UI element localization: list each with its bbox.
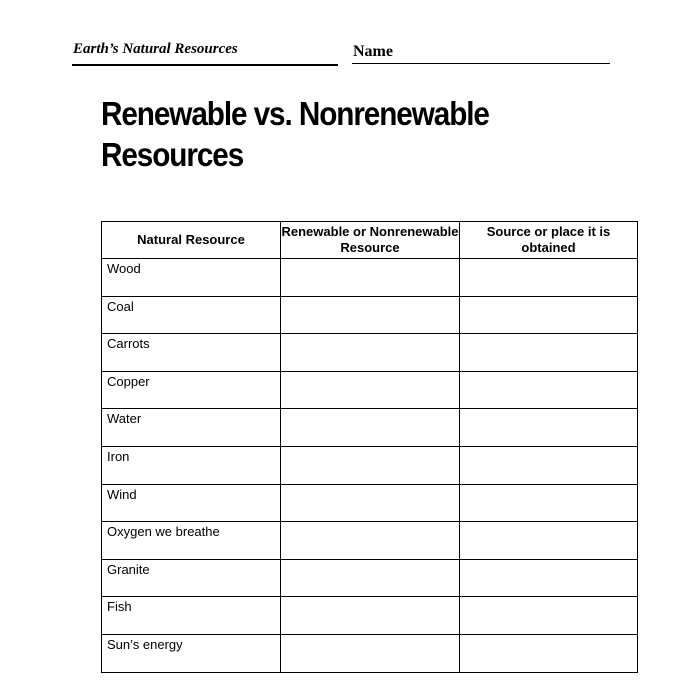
- table-row: [102, 522, 638, 560]
- renewable-answer-cell[interactable]: [281, 597, 460, 635]
- table-row: [102, 409, 638, 447]
- source-answer-cell[interactable]: [460, 446, 638, 484]
- resource-name-cell: Granite: [102, 559, 281, 597]
- source-answer-cell[interactable]: [460, 634, 638, 672]
- unit-title-line: [72, 40, 338, 66]
- table-row: [102, 484, 638, 522]
- table-row: [102, 446, 638, 484]
- table-row: [102, 371, 638, 409]
- worksheet-title: [101, 93, 569, 175]
- renewable-answer-cell[interactable]: [281, 334, 460, 372]
- table-row: [102, 296, 638, 334]
- name-field[interactable]: [352, 42, 610, 64]
- renewable-answer-cell[interactable]: [281, 522, 460, 560]
- table-row: [102, 334, 638, 372]
- resource-name-cell: Sun’s energy: [102, 634, 281, 672]
- resource-name-cell: Coal: [102, 296, 281, 334]
- column-header-renewable: Renewable or Nonrenewable Resource: [281, 222, 460, 259]
- source-answer-cell[interactable]: [460, 484, 638, 522]
- renewable-answer-cell[interactable]: [281, 371, 460, 409]
- resource-name-cell: Wood: [102, 259, 281, 297]
- resource-name-cell: Iron: [102, 446, 281, 484]
- table-header-row: [102, 222, 638, 259]
- source-answer-cell[interactable]: [460, 597, 638, 635]
- source-answer-cell[interactable]: [460, 409, 638, 447]
- title-line-2: Resources: [101, 136, 244, 173]
- renewable-answer-cell[interactable]: [281, 259, 460, 297]
- renewable-answer-cell[interactable]: [281, 446, 460, 484]
- resource-name-cell: Oxygen we breathe: [102, 522, 281, 560]
- renewable-answer-cell[interactable]: [281, 634, 460, 672]
- unit-title: Earth’s Natural Resources: [73, 41, 238, 57]
- column-header-source: Source or place it is obtained: [460, 222, 638, 259]
- renewable-answer-cell[interactable]: [281, 484, 460, 522]
- resources-table: [101, 221, 638, 673]
- source-answer-cell[interactable]: [460, 371, 638, 409]
- title-line-1: Renewable vs. Nonrenewable: [101, 95, 489, 132]
- resource-name-cell: Carrots: [102, 334, 281, 372]
- resource-name-cell: Copper: [102, 371, 281, 409]
- source-answer-cell[interactable]: [460, 296, 638, 334]
- renewable-answer-cell[interactable]: [281, 409, 460, 447]
- source-answer-cell[interactable]: [460, 259, 638, 297]
- column-header-natural-resource: Natural Resource: [102, 222, 281, 259]
- source-answer-cell[interactable]: [460, 522, 638, 560]
- table-row: [102, 559, 638, 597]
- renewable-answer-cell[interactable]: [281, 559, 460, 597]
- source-answer-cell[interactable]: [460, 334, 638, 372]
- name-label: Name: [353, 43, 393, 60]
- source-answer-cell[interactable]: [460, 559, 638, 597]
- resource-name-cell: Fish: [102, 597, 281, 635]
- resource-name-cell: Water: [102, 409, 281, 447]
- table-row: [102, 634, 638, 672]
- renewable-answer-cell[interactable]: [281, 296, 460, 334]
- resource-name-cell: Wind: [102, 484, 281, 522]
- table-row: [102, 597, 638, 635]
- table-row: [102, 259, 638, 297]
